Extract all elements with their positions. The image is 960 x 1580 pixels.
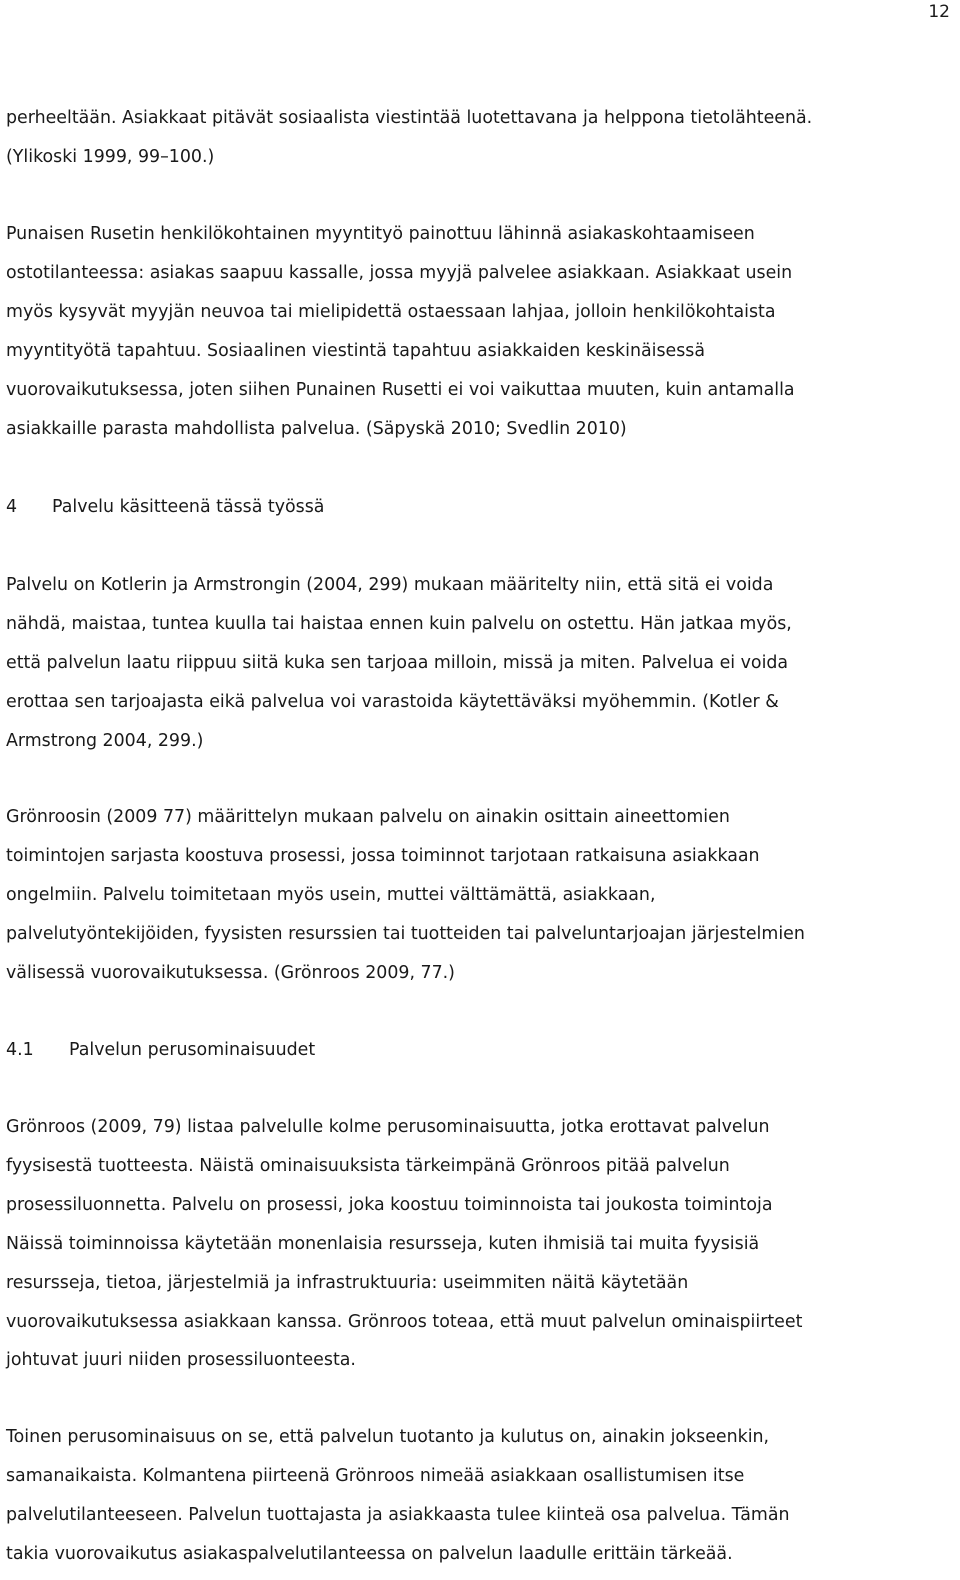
text-line: fyysisestä tuotteesta. Näistä ominaisuuksista tärkeimpänä Grönroos pitää palvelun — [6, 1155, 730, 1176]
section-heading-4-1 — [6, 1031, 315, 1070]
text-line: Näissä toiminnoissa käytetään monenlaisia resursseja, kuten ihmisiä tai muita fyysisiä — [6, 1233, 760, 1254]
section-number: 4.1 — [6, 1040, 34, 1060]
text-line: resursseja, tietoa, järjestelmiä ja infrastruktuuria: useimmiten näitä käytetään — [6, 1272, 689, 1293]
paragraph-kotler-definition — [6, 566, 946, 761]
text-line: (Ylikoski 1999, 99–100.) — [6, 146, 215, 167]
text-line: ostotilanteessa: asiakas saapuu kassalle, jossa myyjä palvelee asiakkaan. Asiakkaat usein — [6, 262, 793, 283]
text-line: vuorovaikutuksessa asiakkaan kanssa. Grönroos toteaa, että muut palvelun ominaispiirteet — [6, 1311, 803, 1332]
section-heading-4 — [6, 488, 324, 527]
paragraph-personal-selling — [6, 215, 946, 448]
text-line: toimintojen sarjasta koostuva prosessi, jossa toiminnot tarjotaan ratkaisuna asiakkaan — [6, 845, 760, 866]
section-title: Palvelu käsitteenä tässä työssä — [52, 497, 325, 517]
text-line: johtuvat juuri niiden prosessiluonteesta. — [6, 1350, 356, 1371]
section-number: 4 — [6, 497, 18, 517]
text-line: vuorovaikutuksessa, joten siihen Punainen Rusetti ei voi vaikuttaa muuten, kuin antamalla — [6, 379, 795, 400]
text-line: Punaisen Rusetin henkilökohtainen myyntityö painottuu lähinnä asiakaskohtaamiseen — [6, 224, 755, 244]
text-line: erottaa sen tarjoajasta eikä palvelua voi varastoida käytettäväksi myöhemmin. (Kotler & — [6, 691, 779, 712]
text-line: ongelmiin. Palvelu toimitetaan myös usein, muttei välttämättä, asiakkaan, — [6, 884, 656, 905]
text-line: välisessä vuorovaikutuksessa. (Grönroos 2009, 77.) — [6, 962, 455, 983]
text-line: myös kysyvät myyjän neuvoa tai mielipidettä ostaessaan lahjaa, jolloin henkilökohtaista — [6, 301, 776, 322]
paragraph-basic-properties — [6, 1108, 946, 1380]
text-line: perheeltään. Asiakkaat pitävät sosiaalista viestintää luotettavana ja helppona tietolähteenä. — [6, 108, 813, 128]
paragraph-gronroos-definition — [6, 798, 946, 993]
paragraph-social-communication — [6, 99, 946, 177]
text-line: nähdä, maistaa, tuntea kuulla tai haistaa ennen kuin palvelu on ostettu. Hän jatkaa myös, — [6, 613, 792, 634]
text-line: myyntityötä tapahtuu. Sosiaalinen viestintä tapahtuu asiakkaiden keskinäisessä — [6, 340, 706, 361]
page-number: 12 — [928, 2, 950, 22]
text-line: Grönroos (2009, 79) listaa palvelulle kolme perusominaisuutta, jotka erottavat palvelun — [6, 1117, 770, 1137]
text-line: prosessiluonnetta. Palvelu on prosessi, joka koostuu toiminnoista tai joukosta toimintoja — [6, 1194, 773, 1215]
paragraph-second-property — [6, 1418, 946, 1574]
text-line: palvelutyöntekijöiden, fyysisten resurssien tai tuotteiden tai palveluntarjoajan järjestelmien — [6, 923, 805, 944]
text-line: palvelutilanteeseen. Palvelun tuottajasta ja asiakkaasta tulee kiinteä osa palvelua. Tämän — [6, 1504, 790, 1525]
text-line: että palvelun laatu riippuu siitä kuka sen tarjoaa milloin, missä ja miten. Palvelua ei voida — [6, 652, 789, 673]
text-line: Toinen perusominaisuus on se, että palvelun tuotanto ja kulutus on, ainakin jokseenkin, — [6, 1427, 770, 1447]
section-title: Palvelun perusominaisuudet — [69, 1040, 316, 1060]
text-line: takia vuorovaikutus asiakaspalvelutilanteessa on palvelun laadulle erittäin tärkeää. — [6, 1543, 733, 1564]
text-line: asiakkaille parasta mahdollista palvelua. (Säpyskä 2010; Svedlin 2010) — [6, 418, 627, 439]
text-line: Armstrong 2004, 299.) — [6, 730, 204, 751]
text-line: samanaikaista. Kolmantena piirteenä Grönroos nimeää asiakkaan osallistumisen itse — [6, 1465, 745, 1486]
text-line: Palvelu on Kotlerin ja Armstrongin (2004, 299) mukaan määritelty niin, että sitä ei voida — [6, 575, 774, 595]
text-line: Grönroosin (2009 77) määrittelyn mukaan palvelu on ainakin osittain aineettomien — [6, 807, 730, 827]
